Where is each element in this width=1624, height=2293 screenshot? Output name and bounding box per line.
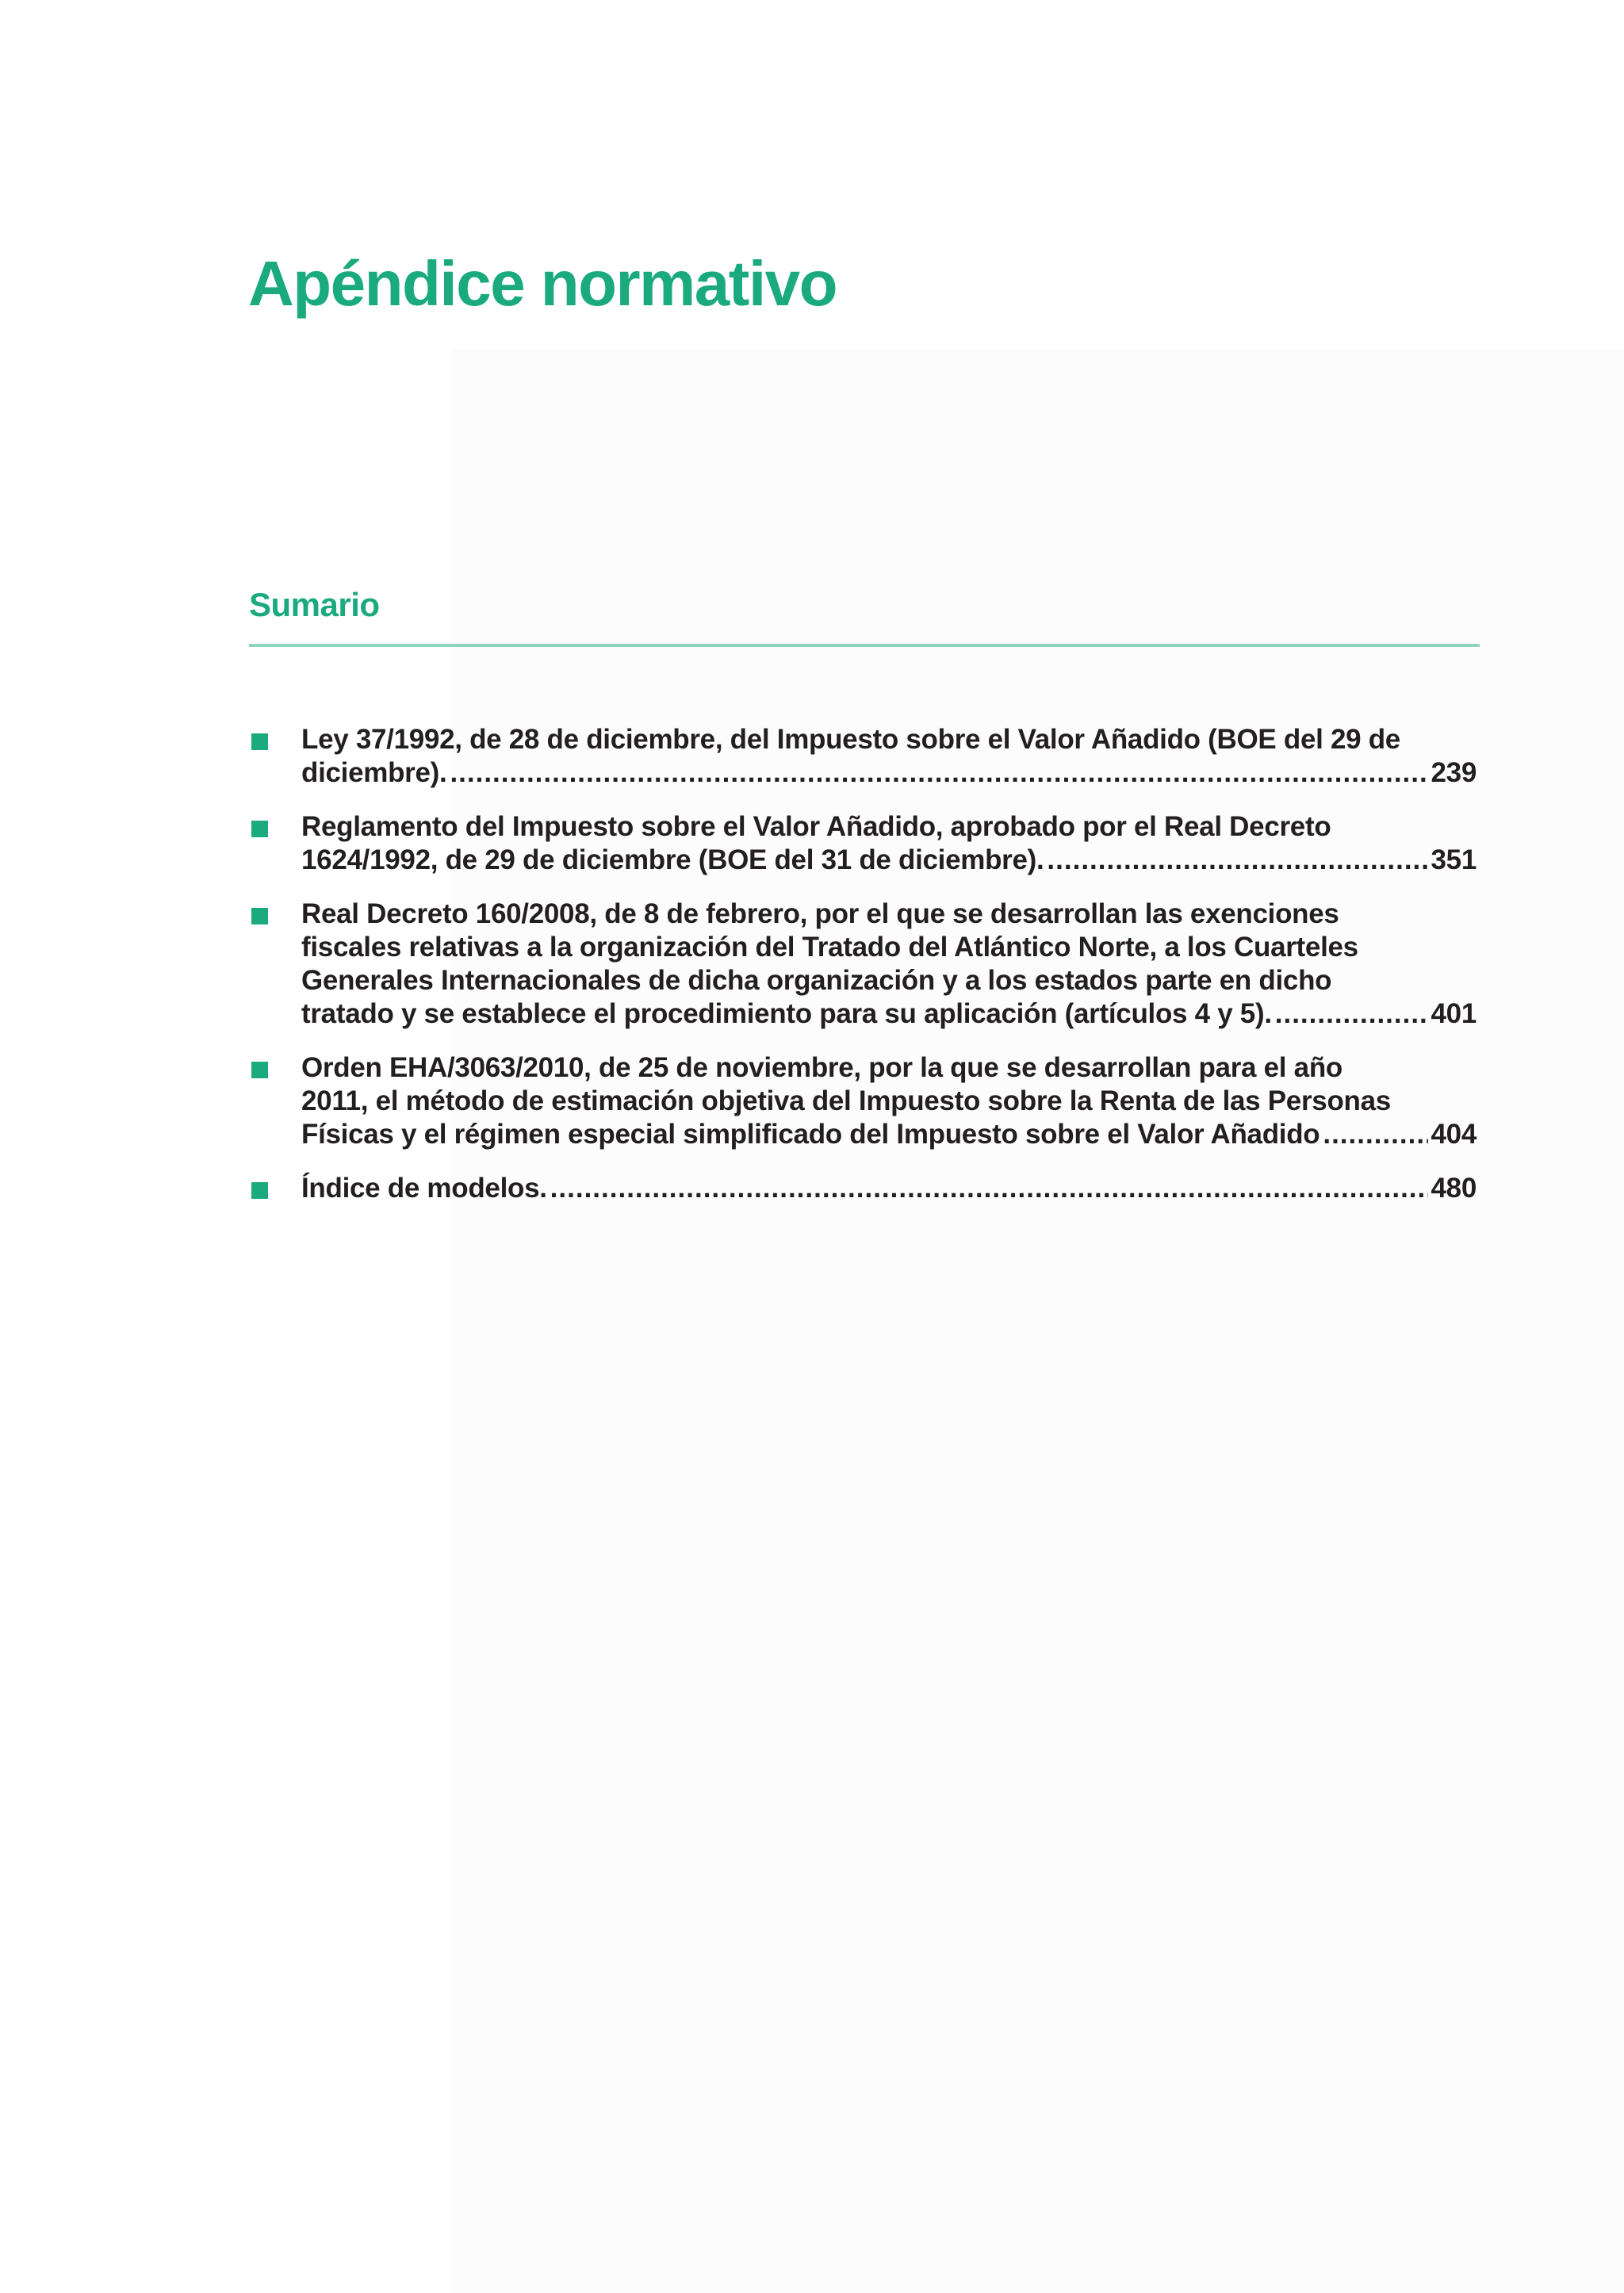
toc-entry-line: Real Decreto 160/2008, de 8 de febrero, por el que se desarrollan las exenciones [301,898,1339,929]
toc-entry-text [301,723,1408,756]
toc-entry-line: Índice de modelos. [301,1173,547,1204]
toc-entry-orden-eha-3063-2010[interactable] [249,1051,1477,1151]
toc-entry-text [301,1051,1408,1118]
dot-leader [550,1172,1428,1205]
dot-leader [1323,1118,1427,1151]
toc-entry-line: Generales Internacionales de dicha organización y a los estados parte en dicho [301,965,1332,996]
square-bullet-icon [251,908,268,924]
toc-entry-last-line [301,1172,1477,1205]
dot-leader [450,756,1427,790]
toc-entry-line: diciembre). [301,757,447,788]
toc-page-number[interactable]: 480 [1431,1173,1477,1204]
toc-page-number[interactable]: 401 [1431,998,1477,1029]
toc-entry-ley-37-1992[interactable] [249,723,1477,790]
toc-page-number[interactable]: 351 [1431,844,1477,875]
toc-entry-line: 2011, el método de estimación objetiva del Impuesto sobre la Renta de las Personas [301,1085,1391,1116]
toc-entry-text [301,810,1408,844]
square-bullet-icon [251,1062,268,1078]
toc-entry-last-line [301,844,1477,877]
page-title: Apéndice normativo [248,248,837,319]
toc-page-number[interactable]: 404 [1431,1119,1477,1150]
table-of-contents [249,723,1477,1226]
toc-entry-line: Ley 37/1992, de 28 de diciembre, del Impuesto sobre el Valor Añadido (BOE del 29 de [301,724,1400,755]
square-bullet-icon [251,821,268,837]
toc-entry-last-line [301,1118,1477,1151]
toc-entry-reglamento-iva[interactable] [249,810,1477,877]
toc-entry-line: tratado y se establece el procedimiento para su aplicación (artículos 4 y 5). [301,998,1272,1029]
square-bullet-icon [251,733,268,750]
toc-entry-text [301,898,1408,997]
toc-entry-line: Orden EHA/3063/2010, de 25 de noviembre, por la que se desarrollan para el año [301,1052,1342,1083]
toc-entry-indice-de-modelos[interactable] [249,1172,1477,1205]
toc-entry-line: fiscales relativas a la organización del Tratado del Atlántico Norte, a los Cuarteles [301,932,1358,963]
dot-leader [1275,997,1428,1031]
toc-entry-last-line [301,756,1477,790]
toc-entry-last-line [301,997,1477,1031]
toc-entry-line: 1624/1992, de 29 de diciembre (BOE del 31 de diciembre). [301,844,1044,875]
toc-entry-line: Reglamento del Impuesto sobre el Valor Añadido, aprobado por el Real Decreto [301,811,1331,842]
page-background-panel [452,349,1624,2293]
section-divider [249,644,1480,647]
toc-page-number[interactable]: 239 [1431,757,1477,788]
square-bullet-icon [251,1182,268,1199]
toc-entry-line: Físicas y el régimen especial simplificado del Impuesto sobre el Valor Añadido [301,1119,1320,1150]
section-title: Sumario [249,586,380,623]
toc-entry-real-decreto-160-2008[interactable] [249,898,1477,1031]
dot-leader [1047,844,1427,877]
